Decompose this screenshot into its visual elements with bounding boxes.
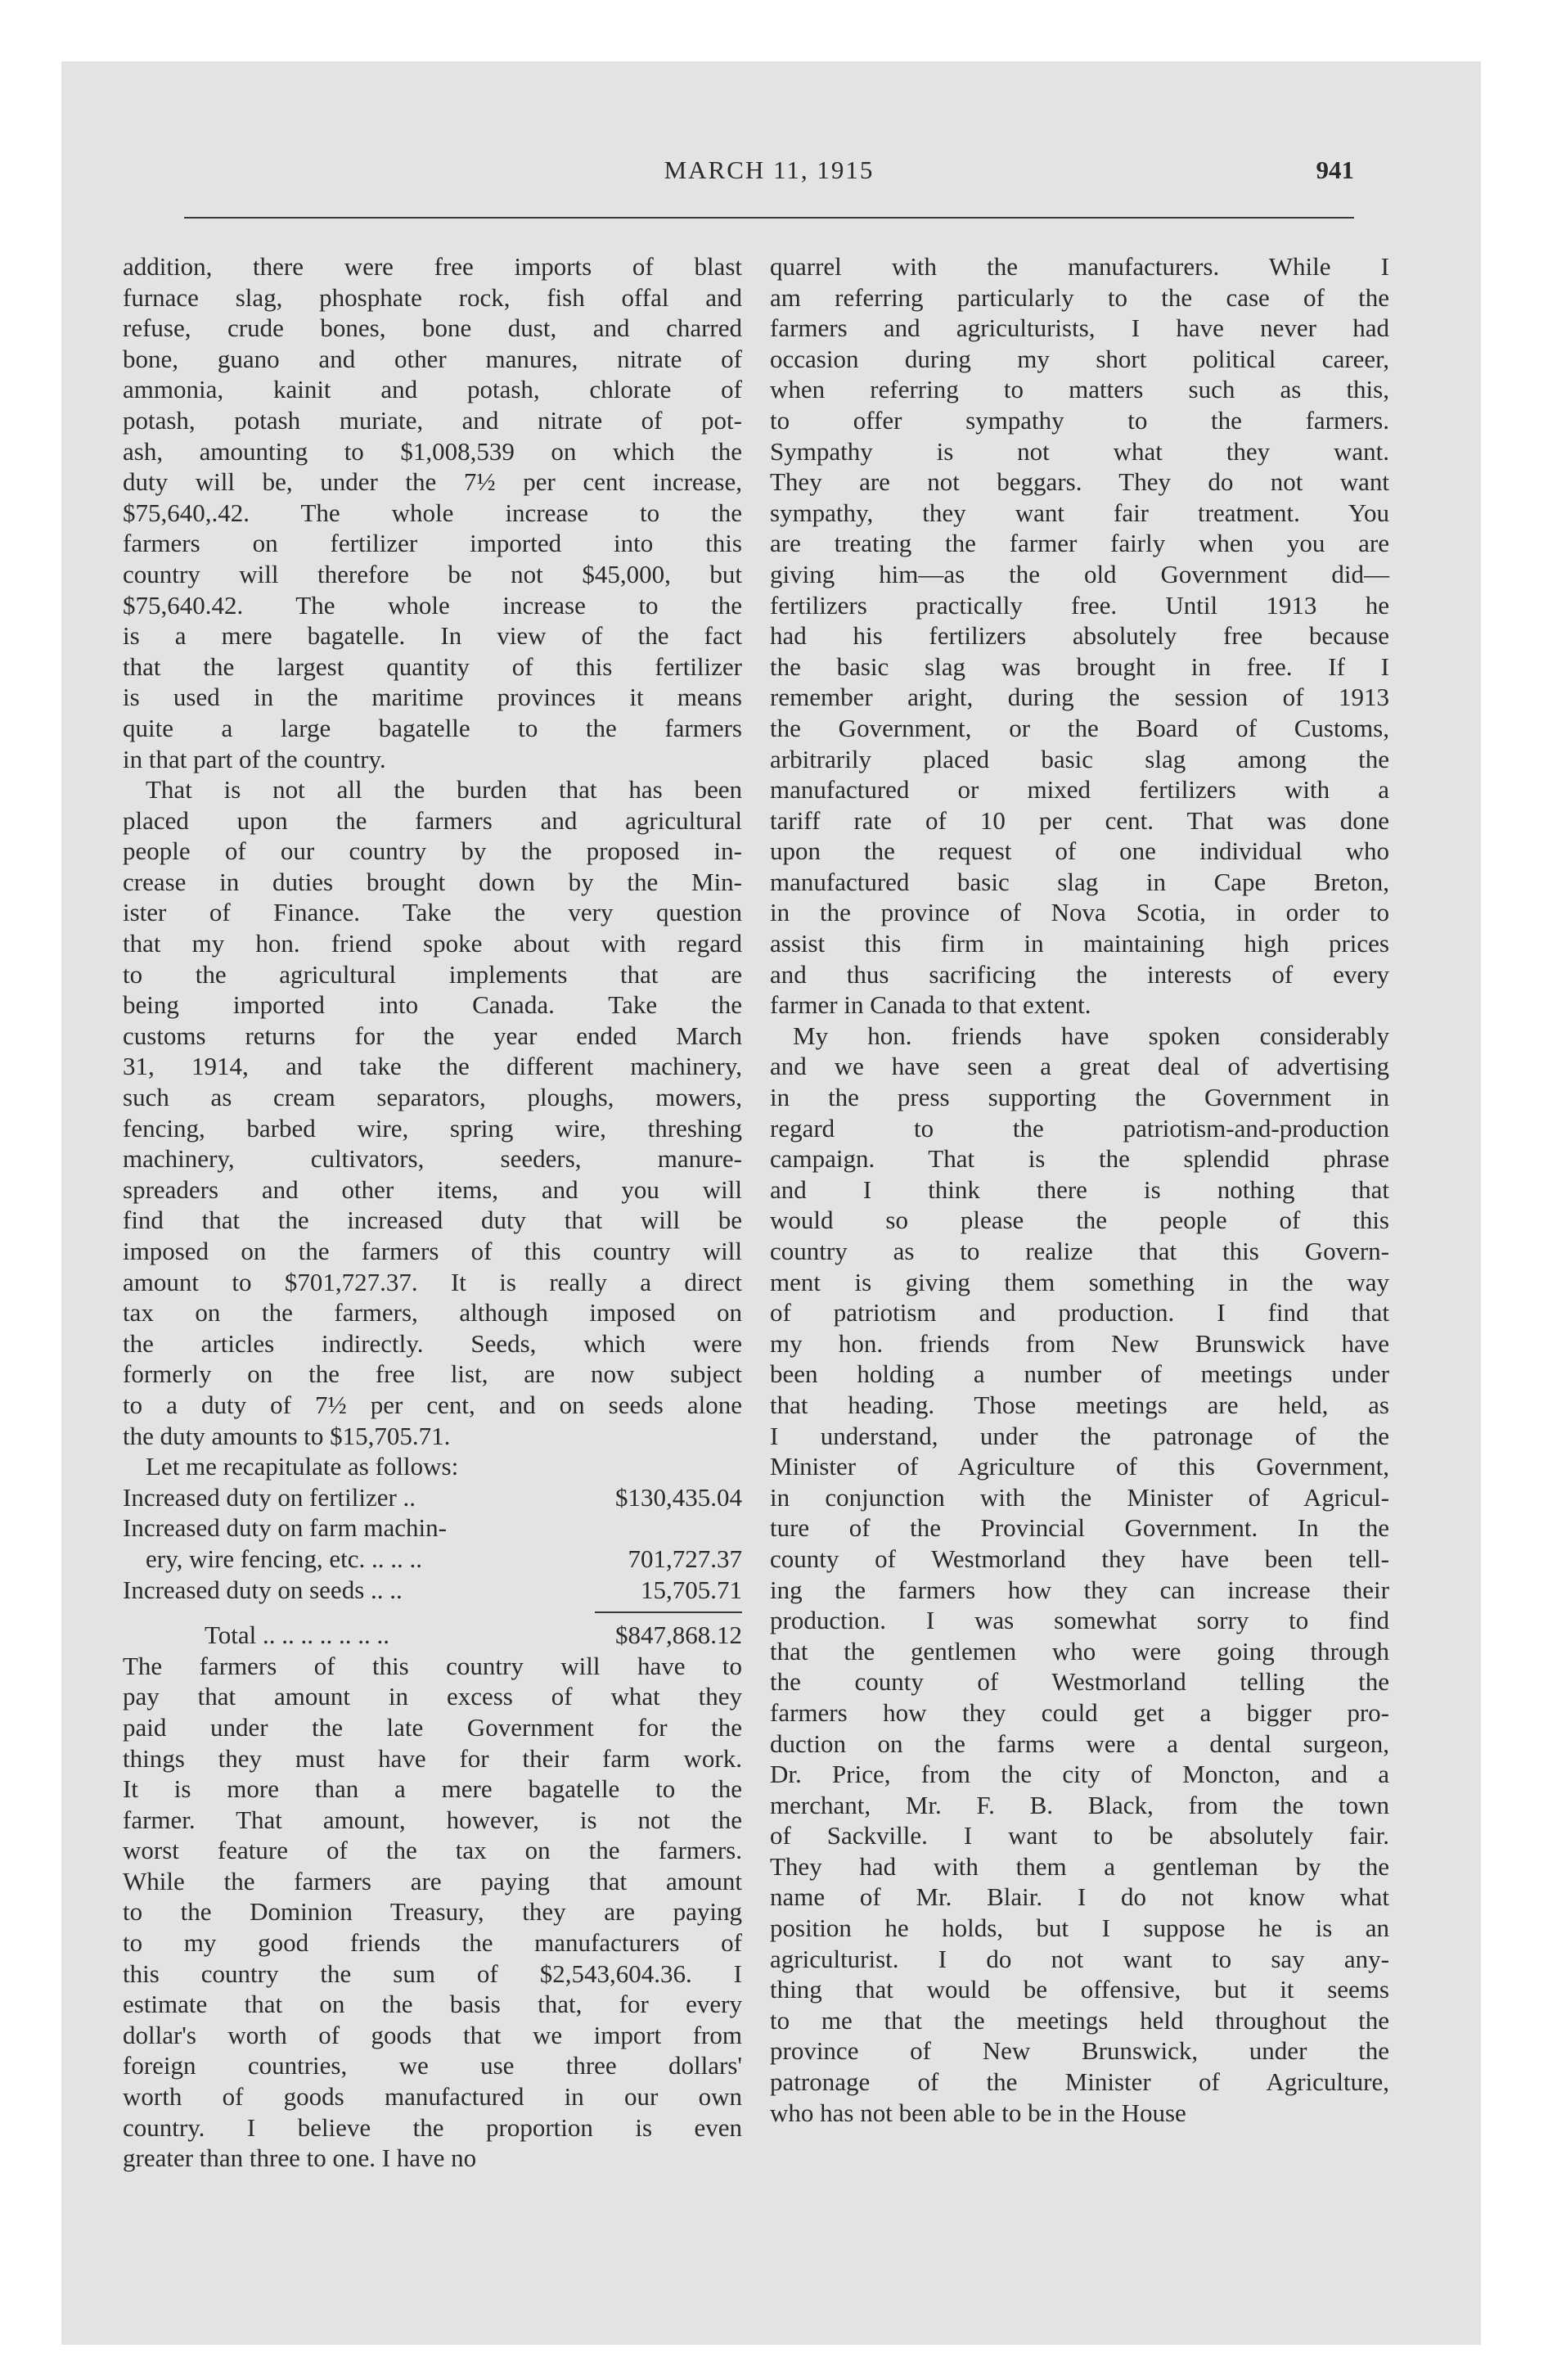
text-line: manufactured or mixed fertilizers with a	[770, 775, 1389, 805]
text-line: assist this firm in maintaining high prices	[770, 929, 1389, 958]
text-line: find that the increased duty that will be	[123, 1206, 742, 1235]
text-line: in conjunction with the Minister of Agricul-	[770, 1482, 1389, 1512]
text-line: country as to realize that this Govern-	[770, 1237, 1389, 1265]
text-line: been holding a number of meetings under	[770, 1359, 1389, 1389]
text-line: upon the request of one individual who	[770, 836, 1389, 866]
recap-label: Increased duty on farm machin-	[123, 1513, 447, 1543]
recap-row	[123, 1482, 742, 1513]
text-line: bone, guano and other manures, nitrate of	[123, 344, 742, 373]
text-line: country. I believe the proportion is even	[123, 2112, 742, 2142]
recap-label: ery, wire fencing, etc. .. .. ..	[146, 1544, 422, 1573]
recap-total	[123, 1620, 742, 1651]
text-line: had his fertilizers absolutely free because	[770, 621, 1389, 651]
right-para-1	[770, 251, 1389, 1021]
recap-table	[123, 1482, 742, 1605]
recap-intro: Let me recapitulate as follows:	[146, 1452, 459, 1481]
text-line: ture of the Provincial Government. In the	[770, 1513, 1389, 1543]
text-line: paid under the late Government for the	[123, 1712, 742, 1742]
text-line: to the agricultural implements that are	[123, 959, 742, 989]
recap-row	[123, 1575, 742, 1606]
text-line: people of our country by the proposed in-	[123, 836, 742, 866]
text-line: Dr. Price, from the city of Moncton, and a	[770, 1760, 1389, 1789]
text-line: merchant, Mr. F. B. Black, from the town	[770, 1790, 1389, 1819]
text-line: farmer in Canada to that extent.	[770, 990, 1091, 1020]
text-line: While the farmers are paying that amount	[123, 1866, 742, 1895]
text-line: manufactured basic slag in Cape Breton,	[770, 867, 1389, 896]
text-line: $75,640,.42. The whole increase to the	[123, 498, 742, 527]
text-line: campaign. That is the splendid phrase	[770, 1144, 1389, 1174]
text-line: county of Westmorland they have been tell-	[770, 1544, 1389, 1573]
text-line: and we have seen a great deal of advertising	[770, 1052, 1389, 1081]
recap-row	[123, 1544, 742, 1575]
right-column	[770, 251, 1389, 2128]
text-line: amount to $701,727.37. It is really a direct	[123, 1267, 742, 1296]
text-line: regard to the patriotism-and-production	[770, 1113, 1389, 1143]
text-line: placed upon the farmers and agricultural	[123, 805, 742, 835]
text-line: ment is giving them something in the way	[770, 1267, 1389, 1296]
text-line: of Sackville. I want to be absolutely fair.	[770, 1821, 1389, 1850]
text-line: It is more than a mere bagatelle to the	[123, 1774, 742, 1804]
left-para-2	[123, 774, 742, 1451]
text-line: farmers and agriculturists, I have never had	[770, 313, 1389, 343]
recap-amount: 15,705.71	[641, 1575, 742, 1604]
text-line: arbitrarily placed basic slag among the	[770, 744, 1389, 773]
text-line: ash, amounting to $1,008,539 on which the	[123, 436, 742, 466]
text-line: formerly on the free list, are now subject	[123, 1359, 742, 1389]
text-line: ing the farmers how they can increase their	[770, 1575, 1389, 1604]
text-line: duction on the farms were a dental surgeon,	[770, 1729, 1389, 1758]
text-line: is a mere bagatelle. In view of the fact	[123, 621, 742, 651]
text-line: I understand, under the patronage of the	[770, 1421, 1389, 1450]
recap-amount: $130,435.04	[615, 1482, 742, 1512]
total-label: Total .. .. .. .. .. .. ..	[205, 1620, 390, 1650]
text-line: tax on the farmers, although imposed on	[123, 1298, 742, 1327]
text-line: being imported into Canada. Take the	[123, 990, 742, 1020]
text-line: country will therefore be not $45,000, but	[123, 559, 742, 588]
recap-label: Increased duty on fertilizer ..	[123, 1482, 416, 1512]
text-line: to me that the meetings held throughout the	[770, 2005, 1389, 2035]
text-line: crease in duties brought down by the Min-	[123, 867, 742, 896]
text-line: They are not beggars. They do not want	[770, 467, 1389, 497]
text-line: to offer sympathy to the farmers.	[770, 405, 1389, 435]
text-line: my hon. friends from New Brunswick have	[770, 1328, 1389, 1358]
text-line: The farmers of this country will have to	[123, 1651, 742, 1680]
text-line: patronage of the Minister of Agriculture,	[770, 2067, 1389, 2097]
text-line: would so please the people of this	[770, 1206, 1389, 1235]
total-rule	[123, 1605, 742, 1620]
text-line: 31, 1914, and take the different machinery,	[123, 1052, 742, 1081]
text-line: sympathy, they want fair treatment. You	[770, 498, 1389, 527]
text-line: $75,640.42. The whole increase to the	[123, 590, 742, 620]
text-line: such as cream separators, ploughs, mowers,	[123, 1083, 742, 1112]
text-line: that my hon. friend spoke about with regard	[123, 929, 742, 958]
text-line: province of New Brunswick, under the	[770, 2036, 1389, 2066]
text-line: pay that amount in excess of what they	[123, 1682, 742, 1711]
text-line: the county of Westmorland telling the	[770, 1667, 1389, 1697]
recap-label: Increased duty on seeds .. ..	[123, 1575, 403, 1604]
text-line: My hon. friends have spoken considerably	[793, 1021, 1389, 1050]
text-line: That is not all the burden that has been	[146, 775, 742, 805]
recap-row	[123, 1512, 742, 1544]
text-line: Sympathy is not what they want.	[770, 436, 1389, 466]
scanned-page	[61, 61, 1481, 2345]
text-line: ammonia, kainit and potash, chlorate of	[123, 375, 742, 404]
text-line: of patriotism and production. I find that	[770, 1298, 1389, 1327]
text-line: remember aright, during the session of 1913	[770, 683, 1389, 712]
text-line: farmer. That amount, however, is not the	[123, 1805, 742, 1834]
text-line: is used in the maritime provinces it means	[123, 683, 742, 712]
text-line: estimate that on the basis that, for every	[123, 1990, 742, 2019]
text-line: potash, potash muriate, and nitrate of pot-	[123, 405, 742, 435]
text-line: addition, there were free imports of blast	[123, 252, 742, 281]
recap-amount: 701,727.37	[628, 1544, 742, 1573]
text-line: worst feature of the tax on the farmers.	[123, 1836, 742, 1865]
total-amount: $847,868.12	[615, 1620, 742, 1650]
text-line: They had with them a gentleman by the	[770, 1851, 1389, 1881]
header-rule	[184, 217, 1354, 219]
text-line: farmers how they could get a bigger pro-	[770, 1697, 1389, 1727]
text-line: giving him—as the old Government did—	[770, 559, 1389, 588]
page-header	[184, 156, 1354, 213]
text-line: greater than three to one. I have no	[123, 2143, 477, 2173]
text-line: quite a large bagatelle to the farmers	[123, 713, 742, 742]
text-line: foreign countries, we use three dollars'	[123, 2051, 742, 2080]
left-para-3	[123, 1651, 742, 2174]
text-line: machinery, cultivators, seeders, manure-	[123, 1144, 742, 1174]
text-line: when referring to matters such as this,	[770, 375, 1389, 404]
text-line: to my good friends the manufacturers of	[123, 1928, 742, 1958]
text-line: tariff rate of 10 per cent. That was done	[770, 805, 1389, 835]
text-line: worth of goods manufactured in our own	[123, 2082, 742, 2112]
text-line: who has not been able to be in the House	[770, 2098, 1186, 2127]
text-line: to a duty of 7½ per cent, and on seeds alone	[123, 1390, 742, 1419]
text-line: customs returns for the year ended March	[123, 1021, 742, 1050]
text-line: in the province of Nova Scotia, in order to	[770, 898, 1389, 927]
right-para-2	[770, 1021, 1389, 2128]
text-line: ister of Finance. Take the very question	[123, 898, 742, 927]
text-line: things they must have for their farm work.	[123, 1743, 742, 1773]
text-line: the duty amounts to $15,705.71.	[123, 1421, 451, 1450]
text-line: that the gentlemen who were going through	[770, 1636, 1389, 1666]
text-line: furnace slag, phosphate rock, fish offal and	[123, 282, 742, 312]
text-line: fertilizers practically free. Until 1913 he	[770, 590, 1389, 620]
text-line: agriculturist. I do not want to say any-	[770, 1944, 1389, 1973]
text-line: fencing, barbed wire, spring wire, threshing	[123, 1113, 742, 1143]
text-line: and thus sacrificing the interests of every	[770, 959, 1389, 989]
text-line: are treating the farmer fairly when you are	[770, 529, 1389, 558]
text-line: and I think there is nothing that	[770, 1174, 1389, 1204]
text-line: duty will be, under the 7½ per cent increase,	[123, 467, 742, 497]
text-line: the articles indirectly. Seeds, which were	[123, 1328, 742, 1358]
text-line: farmers on fertilizer imported into this	[123, 529, 742, 558]
text-line: dollar's worth of goods that we import from	[123, 2020, 742, 2049]
text-line: in that part of the country.	[123, 744, 386, 773]
text-line: refuse, crude bones, bone dust, and charred	[123, 313, 742, 343]
text-line: position he holds, but I suppose he is an	[770, 1913, 1389, 1943]
left-column	[123, 251, 742, 2174]
text-line: am referring particularly to the case of the	[770, 282, 1389, 312]
text-line: thing that would be offensive, but it seems	[770, 1975, 1389, 2004]
header-page-number: 941	[1316, 156, 1354, 184]
text-line: that the largest quantity of this fertilizer	[123, 651, 742, 681]
header-date: MARCH 11, 1915	[664, 156, 875, 184]
text-line: to the Dominion Treasury, they are paying	[123, 1897, 742, 1927]
left-para-1	[123, 251, 742, 774]
text-line: Minister of Agriculture of this Government,	[770, 1452, 1389, 1481]
text-line: quarrel with the manufacturers. While I	[770, 252, 1389, 281]
text-line: the basic slag was brought in free. If I	[770, 651, 1389, 681]
text-line: name of Mr. Blair. I do not know what	[770, 1882, 1389, 1912]
text-line: spreaders and other items, and you will	[123, 1174, 742, 1204]
text-line: in the press supporting the Government in	[770, 1083, 1389, 1112]
text-line: production. I was somewhat sorry to find	[770, 1606, 1389, 1635]
text-line: this country the sum of $2,543,604.36. I	[123, 1959, 742, 1988]
text-line: that heading. Those meetings are held, as	[770, 1390, 1389, 1419]
text-line: occasion during my short political career,	[770, 344, 1389, 373]
text-line: imposed on the farmers of this country will	[123, 1237, 742, 1265]
text-line: the Government, or the Board of Customs,	[770, 713, 1389, 742]
